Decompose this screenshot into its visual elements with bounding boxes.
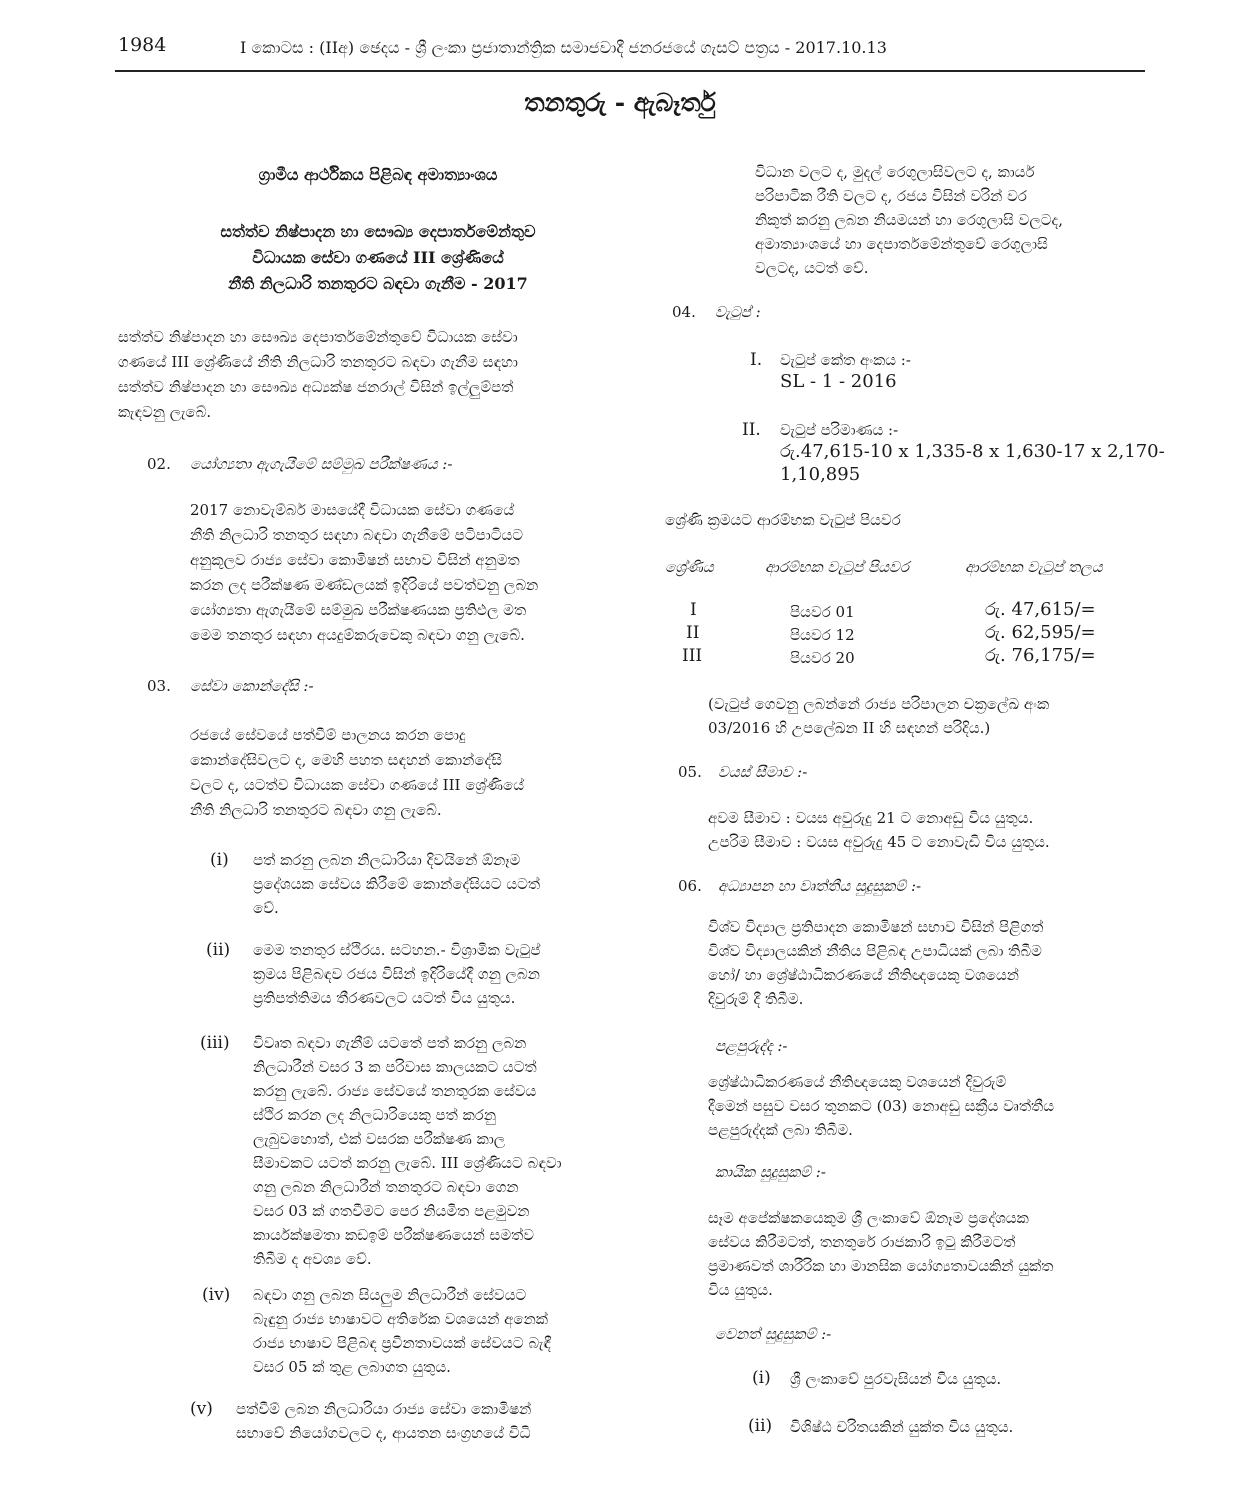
continuation-line-1: විධාන වලට ද, මුදල් රෙගුලාසිවලට ද, කාර්ය [755,163,1035,181]
other-heading: වෙනත් සුදුසුකම් :- [715,1325,832,1343]
salary-note-line-2: 03/2016 හි උපලේඛන II හි සඳහන් පරිදිය.) [708,719,991,737]
condition-iii-line-8: වසර 03 ක් ගතවීමට පෙර නියමිත පළමුවන [253,1202,530,1220]
condition-iv-line-4: වසර 05 ක් තුළ ලබාගත යුතුය. [253,1358,451,1376]
section-06-line-1: විශ්ව විද්‍යාල ප්‍රතිපාදන කොමිෂන් සභාව විසින් පිළිගත් [708,918,1044,936]
condition-iii-line-7: ගනු ලබන නිලධාරීන් තනතුරට බඳවා ගෙන [253,1178,519,1196]
salary-code-value: SL - 1 - 2016 [780,371,897,392]
other-item-1-number: (i) [752,1368,771,1388]
salary-scale-number: II. [742,420,761,440]
section-04-number: 04. [672,303,696,321]
condition-v-line-1: පත්වීම් ලබන නිලධාරියා රාජ්‍ය සේවා කොමිෂන් [236,1400,532,1418]
intro-line-2: ගණයේ III ශ්‍රේණියේ නීති නිලධාරි තනතුරට බඳවා ගැනීම සඳහා [118,353,518,371]
intro-line-1: සත්ත්ව නිෂ්පාදන හා සෞඛ්‍ය දෙපාර්තමේන්තුවේ විධායක සේවා [118,328,518,346]
notice-title-line-1: සත්ත්ව නිෂ්පාදන හා සෞඛ්‍ය දෙපාර්තමේන්තුව [220,222,536,241]
physical-line-4: විය යුතුය. [708,1281,773,1299]
section-06-number: 06. [678,877,702,895]
condition-i-line-2: ප්‍රදේශයක සේවය කිරීමේ කොන්දේසියට යටත් [253,875,541,893]
running-head: I කොටස : (IIඅ) ඡෙදය - ශ්‍රී ලංකා ප්‍රජාතාන්ත්‍රික සමාජවාදී ජනරජයේ ගැසට් පත්‍රය - 2017.10.13 [240,38,887,57]
section-05-heading: වයස් සීමාව :- [718,763,808,781]
condition-ii-number: (ii) [206,940,231,960]
condition-iii-line-1: විවෘත බඳවා ගැනීම් යටතේ පත් කරනු ලබන [253,1034,527,1052]
table-row-1-grade: I [690,600,697,620]
section-06-line-4: දිවුරුම් දී තිබීම. [708,990,804,1008]
notice-title-line-3: නීති නිලධාරි තනතුරට බඳවා ගැනීම - 2017 [228,274,528,293]
continuation-line-3: නිකුත් කරනු ලබන නියමයන් හා රෙගුලාසි වලටද, [755,211,1063,229]
section-03-heading: සේවා කොන්දේසි :- [190,677,314,695]
experience-line-2: දීමෙන් පසුව වසර තුනකට (03) නොඅඩු සක්‍රීය වෘත්තීය [708,1097,1054,1115]
section-02-line-1: 2017 නොවැම්බර් මාසයේදී විධායක සේවා ගණයේ [190,501,515,519]
section-02-line-3: අනුකූලව රාජ්‍ය සේවා කොමිෂන් සභාව විසින් අනුමත [190,551,520,569]
age-limit-min: අවම සීමාව : වයස අවුරුදු 21 ට නොඅඩු විය යුතුය. [708,809,1034,827]
other-item-2-text: විශිෂ්ඨ චරිතයකින් යුක්ත විය යුතුය. [790,1418,1014,1436]
condition-i-line-1: පත් කරනු ලබන නිලධාරියා දිවයිනේ ඕනෑම [253,851,521,869]
salary-code-number: I. [750,350,763,370]
condition-iv-line-2: බැඳුනු රාජ්‍ය භාෂාවට අතිරේක වශයෙන් අනෙක් [253,1310,548,1328]
section-03-line-3: වලට ද, යටත්ව විධායක සේවා ගණයේ III ශ්‍රේණියේ [190,776,525,794]
table-row-3-grade: III [682,646,703,666]
page-number: 1984 [118,34,167,56]
experience-line-3: පළපුරුද්දක් ලබා තිබීම. [708,1121,853,1139]
section-02-number: 02. [147,455,171,473]
physical-line-2: සේවය කිරීමටත්, තනතුරේ රාජකාරි ඉටු කිරීමටත් [708,1233,1016,1251]
table-header-step: ආරම්භක වැටුප් පියවර [765,558,909,576]
table-row-1-step: පියවර 01 [790,603,855,621]
section-03-line-1: රජයේ සේවයේ පත්වීම් පාලනය කරන පොදු [190,726,466,744]
table-header-salary: ආරම්භක වැටුප් තලය [965,558,1103,576]
condition-iii-number: (iii) [200,1033,230,1053]
other-item-1-text: ශ්‍රී ලංකාවේ පුරවැසියන් විය යුතුය. [790,1370,1002,1388]
salary-code-label: වැටුප් කේත අංකය :- [780,351,911,369]
right-column [640,0,1240,1487]
notice-title-line-2: විධායක සේවා ගණයේ III ශ්‍රේණියේ [252,248,504,267]
experience-line-1: ශ්‍රේෂ්ඨාධිකරණයේ නීතිඥයෙකු වශයෙන් දිවුරුම් [708,1073,1007,1091]
age-limit-max: උපරිම සීමාව : වයස අවුරුදු 45 ට නොවැඩි විය යුතුය. [708,833,1050,851]
salary-scale-label: වැටුප් පරිමාණය :- [780,421,899,439]
ministry-heading: ග්‍රාමීය ආර්ථිකය පිළිබඳ අමාත්‍යාංශය [258,165,498,184]
condition-iii-line-5: ලැබුවහොත්, එක් වසරක පරීක්ෂණ කාල [253,1130,506,1148]
condition-ii-line-3: ප්‍රතිපත්තිමය තීරණවලට යටත් විය යුතුය. [253,989,516,1007]
section-06-line-3: හෝ/ හා ශ්‍රේෂ්ඨාධිකරණයේ නීතිඥයෙකු වශයෙන් [708,966,1019,984]
section-05-number: 05. [678,763,702,781]
section-04-heading: වැටුප් : [715,303,761,321]
intro-line-4: කැඳවනු ලැබේ. [118,403,212,421]
continuation-line-5: වලටද, යටත් වේ. [755,259,869,277]
table-row-3-salary: රු. 76,175/= [985,645,1096,666]
condition-iv-line-1: බඳවා ගනු ලබන සියලුම නිලධාරීන් සේවයට [253,1286,527,1304]
salary-note-line-1: (වැටුප් ගෙවනු ලබන්නේ රාජ්‍ය පරිපාලන චක්‍රලේඛ අංක [708,695,1050,713]
salary-steps-title: ශ්‍රේණි ක්‍රමයට ආරම්භක වැටුප් පියවර [665,511,901,529]
salary-scale-line-2: 1,10,895 [780,464,861,485]
condition-iii-line-4: ස්ථිර කරන ලද නිලධාරියෙකු පත් කරනු [253,1106,497,1124]
condition-iii-line-3: කරනු ලැබේ. රාජ්‍ය සේවයේ තනතුරක සේවය [253,1082,537,1100]
section-02-line-2: නීති නිලධාරි තනතුර සඳහා බඳවා ගැනීමේ පටිපාටියට [190,526,524,544]
section-02-line-4: කරන ලද පරීක්ෂණ මණ්ඩලයක් ඉදිරියේ පවත්වනු ලබන [190,576,539,594]
condition-iv-number: (iv) [202,1285,231,1305]
condition-iii-line-10: තිබීම ද අවශ්‍ය වේ. [253,1250,372,1268]
other-item-2-number: (ii) [748,1416,773,1436]
section-title: තනතුරු - ඇබෑර්තු [524,88,716,117]
experience-heading: පළපුරුද්ද :- [715,1037,788,1055]
intro-line-3: සත්ත්ව නිෂ්පාදන හා සෞඛ්‍ය අධ්‍යක්ෂ ජනරාල් විසින් ඉල්ලුම්පත් [118,378,514,396]
section-02-heading: යෝග්‍යතා ඇගැයීමේ සම්මුඛ පරීක්ෂණය :- [190,455,453,473]
salary-scale-line-1: රු.47,615-10 x 1,335-8 x 1,630-17 x 2,170- [780,441,1165,462]
section-02-line-5: යෝග්‍යතා ඇගැයීමේ සම්මුඛ පරීක්ෂණයක ප්‍රතිඵල මත [190,601,527,619]
section-03-number: 03. [147,677,171,695]
condition-v-line-2: සභාවේ නියෝගවලට ද, ආයතන සංග්‍රහයේ විධි [236,1424,531,1442]
table-header-grade: ශ්‍රේණිය [665,558,714,576]
table-row-2-step: පියවර 12 [790,626,855,644]
condition-iv-line-3: රාජ්‍ය භාෂාව පිළිබඳ ප්‍රවීනතාවයක් සේවයට බැඳී [253,1334,551,1352]
section-02-line-6: මෙම තනතුර සඳහා අයදුම්කරුවෙකු බඳවා ගනු ලැබේ. [190,626,525,644]
physical-line-1: සෑම අපේක්ෂකයෙකුම ශ්‍රී ලංකාවේ ඕනෑම ප්‍රදේශයක [708,1209,1029,1227]
section-06-heading: අධ්‍යාපන හා වෘත්තීය සුදුසුකම් :- [718,877,922,895]
continuation-line-2: පරිපාටික රීති වලට ද, රජය විසින් වරින් වර [755,187,1027,205]
condition-ii-line-2: ක්‍රමය පිළිබඳව රජය විසින් ඉදිරියේදී ගනු ලබන [253,965,540,983]
table-row-1-salary: රු. 47,615/= [985,599,1096,620]
section-03-line-4: නීති නිලධාරි තනතුරට බඳවා ගනු ලැබේ. [190,801,442,819]
physical-heading: කායික සුදුසුකම් :- [715,1163,826,1181]
condition-i-number: (i) [210,850,229,870]
table-row-2-salary: රු. 62,595/= [985,622,1096,643]
section-03-line-2: කොන්දේසිවලට ද, මෙහි පහත සඳහන් කොන්දේසි [190,751,502,769]
condition-iii-line-2: නිලධාරීන් වසර 3 ක පරිවාස කාලයකට යටත් [253,1058,537,1076]
continuation-line-4: අමාත්‍යාංශයේ හා දෙපාර්තමේන්තුවේ රෙගුලාසි [755,235,1048,253]
physical-line-3: ප්‍රමාණවත් ශාරීරික හා මානසික යෝග්‍යතාවයකින් යුක්ත [708,1257,1054,1275]
table-row-2-grade: II [686,623,700,643]
condition-v-number: (v) [190,1399,213,1419]
condition-iii-line-6: සීමාවකට යටත් කරනු ලැබේ. III ශ්‍රේණියට බඳවා [253,1154,562,1172]
condition-ii-line-1: මෙම තනතුර ස්ථිරය. සටහන.- විශ්‍රාමික වැටුප් [253,941,541,959]
condition-iii-line-9: කාර්යක්ෂමතා කඩඉම් පරීක්ෂණයෙන් සමත්ව [253,1226,535,1244]
section-06-line-2: විශ්ව විද්‍යාලයකින් නීතිය පිළිබඳ උපාධියක් ලබා තිබීම [708,942,1042,960]
condition-i-line-3: වේ. [253,899,279,917]
table-row-3-step: පියවර 20 [790,649,855,667]
